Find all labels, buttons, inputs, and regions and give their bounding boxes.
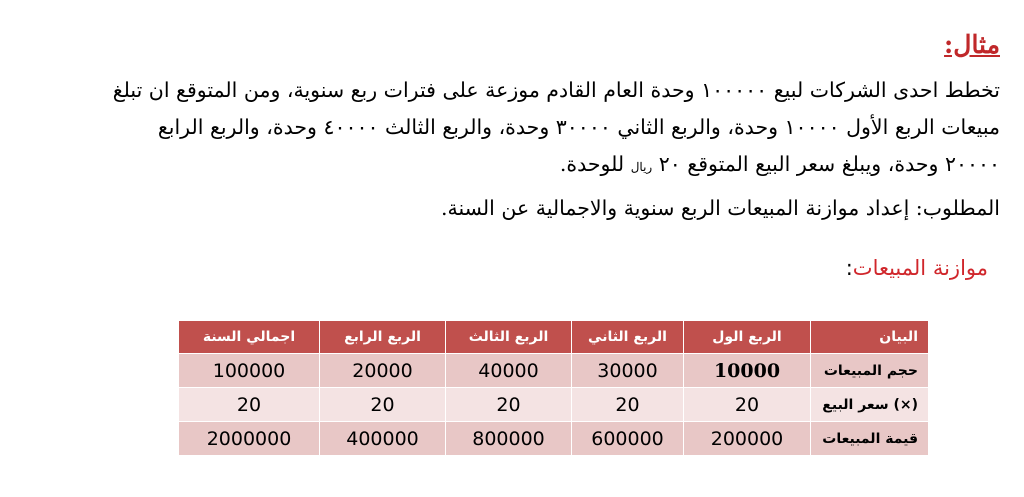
sales-budget-table	[178, 320, 929, 456]
table-cell: 30000	[572, 354, 684, 388]
header-statement: البيان	[811, 321, 929, 354]
header-year-total: اجمالي السنة	[179, 321, 320, 354]
required-statement: المطلوب: إعداد موازنة المبيعات الربع سنوية والاجمالية عن السنة.	[440, 196, 1000, 220]
table-row-sales-value	[179, 422, 929, 456]
budget-title	[846, 256, 988, 280]
header-q3: الربع الثالث	[446, 321, 572, 354]
problem-line-3	[10, 146, 1000, 186]
header-q1: الربع الول	[684, 321, 811, 354]
table-cell: 100000	[179, 354, 320, 388]
table-cell: 400000	[320, 422, 446, 456]
table-cell: 10000	[684, 354, 811, 388]
row-label: (×) سعر البيع	[811, 388, 929, 422]
header-q4: الربع الرابع	[320, 321, 446, 354]
table-cell: 40000	[446, 354, 572, 388]
table-cell: 20	[684, 388, 811, 422]
budget-title-colon: :	[845, 256, 853, 280]
table-header-row	[179, 321, 929, 354]
table-cell: 20	[320, 388, 446, 422]
row-label: حجم المبيعات	[811, 354, 929, 388]
table-cell: 600000	[572, 422, 684, 456]
table-cell: 20	[572, 388, 684, 422]
problem-line-2: مبيعات الربع الأول ١٠٠٠٠ وحدة، والربع الثاني ٣٠٠٠٠ وحدة، والربع الثالث ٤٠٠٠٠ وحدة، والربع الرابع	[157, 115, 1000, 139]
table-cell: 20	[446, 388, 572, 422]
row-label: قيمة المبيعات	[811, 422, 929, 456]
header-q2: الربع الثاني	[572, 321, 684, 354]
table-cell: 20000	[320, 354, 446, 388]
example-heading: مثال:	[944, 30, 1000, 59]
budget-title-text: موازنة المبيعات	[852, 256, 988, 280]
table-row-sales-volume	[179, 354, 929, 388]
problem-statement	[10, 72, 1000, 186]
table-row-sale-price	[179, 388, 929, 422]
problem-line-3-end: للوحدة.	[559, 152, 625, 176]
currency-label: ريال	[630, 160, 653, 174]
table-cell: 20	[179, 388, 320, 422]
table-cell: 800000	[446, 422, 572, 456]
table-cell: 200000	[684, 422, 811, 456]
problem-line-3-start: ٢٠٠٠٠ وحدة، ويبلغ سعر البيع المتوقع ٢٠	[658, 152, 1000, 176]
problem-line-1: تخطط احدى الشركات لبيع ١٠٠٠٠٠ وحدة العام القادم موزعة على فترات ربع سنوية، ومن المتوقع ان تبلغ	[112, 78, 1000, 102]
table-cell: 2000000	[179, 422, 320, 456]
